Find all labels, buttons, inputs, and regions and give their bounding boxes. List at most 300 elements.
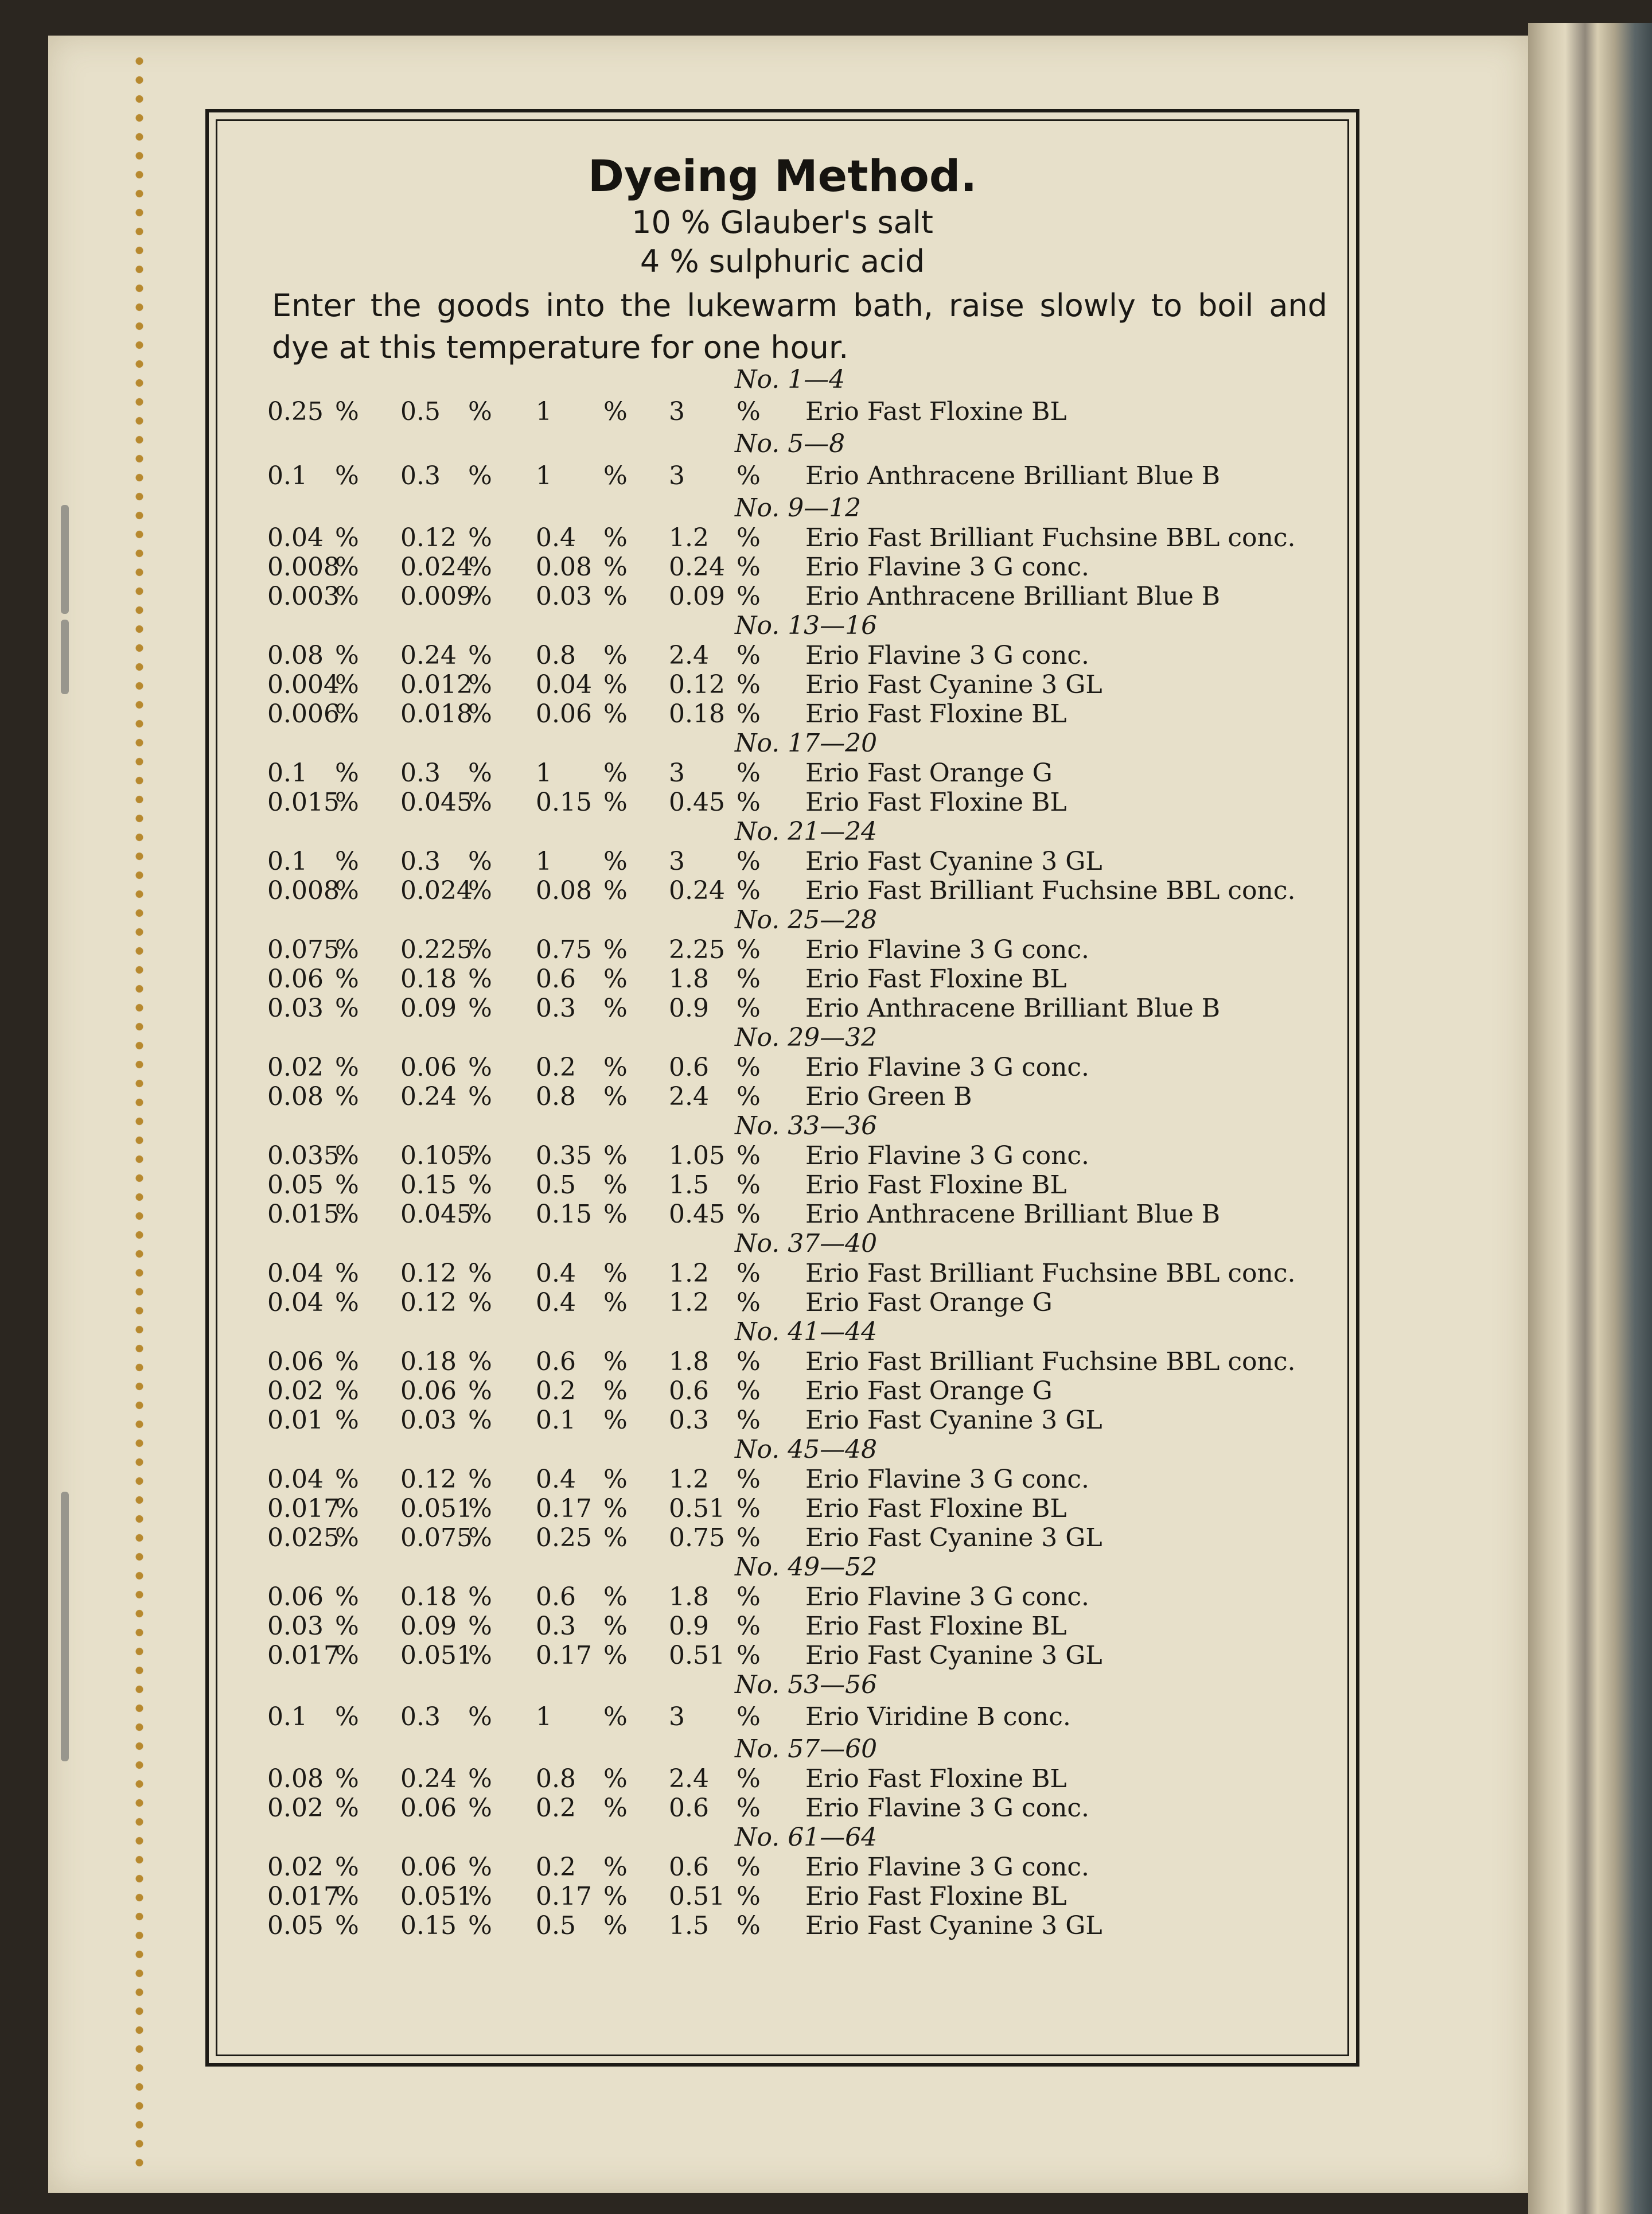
dye-name: Erio Anthracene Brilliant Blue B (805, 994, 1221, 1023)
percent-sign: % (603, 1582, 628, 1612)
recipe-row (267, 1200, 1346, 1229)
concentration-4: 0.6 (669, 1853, 709, 1882)
percent-sign: % (335, 1053, 359, 1082)
dye-name: Erio Anthracene Brilliant Blue B (805, 582, 1221, 611)
concentration-1: 0.02 (267, 1376, 324, 1406)
percent-sign: % (335, 641, 359, 670)
dye-name: Erio Fast Cyanine 3 GL (805, 1406, 1102, 1435)
recipe-row (267, 1853, 1346, 1882)
concentration-4: 0.24 (669, 876, 725, 905)
concentration-1: 0.03 (267, 1612, 324, 1641)
concentration-1: 0.04 (267, 523, 324, 552)
concentration-4: 0.75 (669, 1523, 725, 1552)
percent-sign: % (468, 699, 492, 729)
recipe-row (267, 459, 1346, 493)
recipe-group (267, 429, 1346, 493)
concentration-2: 0.3 (400, 847, 441, 876)
percent-sign: % (335, 461, 359, 491)
percent-sign: % (737, 1170, 761, 1200)
concentration-2: 0.06 (400, 1053, 457, 1082)
percent-sign: % (468, 1053, 492, 1082)
recipe-row (267, 994, 1346, 1023)
percent-sign: % (468, 876, 492, 905)
percent-sign: % (335, 964, 359, 994)
concentration-1: 0.04 (267, 1465, 324, 1494)
concentration-4: 0.3 (669, 1406, 709, 1435)
concentration-4: 0.45 (669, 788, 725, 817)
group-number-label: No. 33—36 (735, 1111, 878, 1141)
dye-name: Erio Flavine 3 G conc. (805, 1141, 1090, 1170)
concentration-2: 0.12 (400, 1465, 457, 1494)
percent-sign: % (468, 788, 492, 817)
concentration-4: 1.05 (669, 1141, 725, 1170)
concentration-3: 0.04 (536, 670, 592, 699)
concentration-2: 0.09 (400, 994, 457, 1023)
concentration-2: 0.18 (400, 1347, 457, 1376)
dye-name: Erio Anthracene Brilliant Blue B (805, 1200, 1221, 1229)
concentration-2: 0.24 (400, 1764, 457, 1793)
concentration-4: 0.6 (669, 1053, 709, 1082)
recipe-row (267, 1347, 1346, 1376)
recipe-group (267, 729, 1346, 817)
concentration-4: 1.2 (669, 523, 709, 552)
concentration-3: 0.2 (536, 1053, 576, 1082)
concentration-2: 0.03 (400, 1406, 457, 1435)
concentration-4: 0.6 (669, 1376, 709, 1406)
recipe-row (267, 1523, 1346, 1552)
percent-sign: % (603, 1702, 628, 1731)
percent-sign: % (737, 1582, 761, 1612)
dye-name: Erio Flavine 3 G conc. (805, 1793, 1090, 1823)
concentration-3: 0.35 (536, 1141, 592, 1170)
concentration-1: 0.25 (267, 397, 324, 426)
dye-name: Erio Fast Cyanine 3 GL (805, 847, 1102, 876)
percent-sign: % (603, 994, 628, 1023)
percent-sign: % (603, 1082, 628, 1111)
percent-sign: % (603, 1911, 628, 1940)
concentration-1: 0.025 (267, 1523, 340, 1552)
concentration-2: 0.06 (400, 1793, 457, 1823)
recipe-row (267, 876, 1346, 905)
percent-sign: % (468, 1882, 492, 1911)
percent-sign: % (603, 1764, 628, 1793)
recipe-row (267, 1406, 1346, 1435)
group-number-label: No. 61—64 (735, 1823, 878, 1852)
concentration-2: 0.009 (400, 582, 473, 611)
percent-sign: % (468, 1911, 492, 1940)
concentration-2: 0.06 (400, 1376, 457, 1406)
concentration-4: 3 (669, 1702, 685, 1731)
method-instructions: Enter the goods into the lukewarm bath, raise slowly to boil and dye at this temperature for one hour. (272, 287, 1327, 365)
percent-sign: % (335, 847, 359, 876)
percent-sign: % (335, 1641, 359, 1670)
percent-sign: % (603, 641, 628, 670)
percent-sign: % (335, 1882, 359, 1911)
dye-name: Erio Fast Orange G (805, 1376, 1053, 1406)
concentration-4: 1.5 (669, 1911, 709, 1940)
dye-name: Erio Flavine 3 G conc. (805, 1582, 1090, 1612)
concentration-4: 2.4 (669, 1082, 709, 1111)
concentration-2: 0.105 (400, 1141, 473, 1170)
percent-sign: % (468, 1612, 492, 1641)
dye-name: Erio Fast Brilliant Fuchsine BBL conc. (805, 876, 1296, 905)
concentration-4: 0.24 (669, 552, 725, 582)
concentration-1: 0.05 (267, 1911, 324, 1940)
staple (61, 1492, 69, 1761)
percent-sign: % (468, 847, 492, 876)
concentration-2: 0.12 (400, 523, 457, 552)
percent-sign: % (737, 847, 761, 876)
percent-sign: % (468, 461, 492, 491)
percent-sign: % (603, 1200, 628, 1229)
staple (61, 620, 69, 694)
percent-sign: % (737, 1465, 761, 1494)
concentration-4: 0.51 (669, 1882, 725, 1911)
percent-sign: % (603, 1853, 628, 1882)
concentration-1: 0.035 (267, 1141, 340, 1170)
concentration-4: 0.51 (669, 1494, 725, 1523)
percent-sign: % (737, 964, 761, 994)
percent-sign: % (737, 1641, 761, 1670)
dye-name: Erio Fast Floxine BL (805, 964, 1067, 994)
percent-sign: % (335, 1523, 359, 1552)
recipe-row (267, 1376, 1346, 1406)
percent-sign: % (468, 1347, 492, 1376)
percent-sign: % (335, 1288, 359, 1317)
dye-name: Erio Fast Cyanine 3 GL (805, 1911, 1102, 1940)
concentration-4: 3 (669, 397, 685, 426)
group-number-label: No. 9—12 (735, 493, 862, 523)
group-number-label: No. 13—16 (735, 611, 878, 640)
percent-sign: % (737, 670, 761, 699)
concentration-4: 0.51 (669, 1641, 725, 1670)
percent-sign: % (335, 1911, 359, 1940)
percent-sign: % (468, 1465, 492, 1494)
concentration-1: 0.075 (267, 935, 340, 964)
percent-sign: % (603, 1793, 628, 1823)
concentration-4: 1.5 (669, 1170, 709, 1200)
percent-sign: % (603, 1882, 628, 1911)
concentration-4: 0.9 (669, 1612, 709, 1641)
group-number-label: No. 5—8 (735, 429, 846, 458)
concentration-3: 1 (536, 1702, 552, 1731)
percent-sign: % (468, 641, 492, 670)
concentration-2: 0.051 (400, 1494, 473, 1523)
percent-sign: % (737, 523, 761, 552)
percent-sign: % (335, 1612, 359, 1641)
recipe-group (267, 1552, 1346, 1670)
concentration-2: 0.3 (400, 758, 441, 788)
concentration-1: 0.1 (267, 1702, 307, 1731)
recipe-row (267, 523, 1346, 552)
percent-sign: % (335, 758, 359, 788)
concentration-3: 0.8 (536, 641, 576, 670)
percent-sign: % (468, 1082, 492, 1111)
concentration-1: 0.02 (267, 1853, 324, 1882)
concentration-4: 1.8 (669, 964, 709, 994)
concentration-3: 0.6 (536, 1347, 576, 1376)
concentration-1: 0.008 (267, 552, 340, 582)
dye-name: Erio Flavine 3 G conc. (805, 935, 1090, 964)
percent-sign: % (603, 1376, 628, 1406)
percent-sign: % (603, 1494, 628, 1523)
page-title: Dyeing Method. (587, 150, 977, 201)
concentration-3: 0.5 (536, 1170, 576, 1200)
percent-sign: % (737, 994, 761, 1023)
concentration-2: 0.051 (400, 1641, 473, 1670)
percent-sign: % (603, 670, 628, 699)
concentration-2: 0.24 (400, 1082, 457, 1111)
concentration-3: 1 (536, 461, 552, 491)
concentration-1: 0.05 (267, 1170, 324, 1200)
percent-sign: % (737, 582, 761, 611)
percent-sign: % (603, 847, 628, 876)
concentration-1: 0.1 (267, 758, 307, 788)
concentration-2: 0.12 (400, 1259, 457, 1288)
percent-sign: % (737, 1702, 761, 1731)
concentration-2: 0.045 (400, 788, 473, 817)
dye-name: Erio Fast Floxine BL (805, 1882, 1067, 1911)
concentration-1: 0.04 (267, 1259, 324, 1288)
percent-sign: % (603, 1406, 628, 1435)
concentration-4: 2.25 (669, 935, 725, 964)
percent-sign: % (603, 1288, 628, 1317)
content-frame (205, 109, 1359, 2067)
percent-sign: % (335, 397, 359, 426)
dye-name: Erio Fast Floxine BL (805, 1612, 1067, 1641)
recipe-row (267, 1259, 1346, 1288)
concentration-2: 0.09 (400, 1612, 457, 1641)
concentration-2: 0.225 (400, 935, 473, 964)
concentration-3: 0.25 (536, 1523, 592, 1552)
percent-sign: % (468, 1406, 492, 1435)
concentration-1: 0.08 (267, 1082, 324, 1111)
concentration-1: 0.03 (267, 994, 324, 1023)
concentration-4: 2.4 (669, 1764, 709, 1793)
dye-name: Erio Fast Floxine BL (805, 1764, 1067, 1793)
percent-sign: % (335, 1853, 359, 1882)
dye-name: Erio Fast Cyanine 3 GL (805, 1641, 1102, 1670)
recipe-row (267, 1582, 1346, 1612)
concentration-4: 0.6 (669, 1793, 709, 1823)
concentration-2: 0.18 (400, 964, 457, 994)
percent-sign: % (468, 1582, 492, 1612)
recipe-row (267, 1764, 1346, 1793)
recipe-row (267, 1170, 1346, 1200)
percent-sign: % (468, 964, 492, 994)
dye-name: Erio Flavine 3 G conc. (805, 1053, 1090, 1082)
concentration-1: 0.02 (267, 1053, 324, 1082)
percent-sign: % (468, 1200, 492, 1229)
concentration-3: 0.17 (536, 1494, 592, 1523)
concentration-3: 0.8 (536, 1764, 576, 1793)
percent-sign: % (468, 1853, 492, 1882)
percent-sign: % (737, 1288, 761, 1317)
group-number-label: No. 1—4 (735, 365, 846, 394)
percent-sign: % (737, 1882, 761, 1911)
concentration-4: 3 (669, 758, 685, 788)
concentration-4: 3 (669, 847, 685, 876)
recipe-row (267, 1911, 1346, 1940)
percent-sign: % (468, 994, 492, 1023)
percent-sign: % (737, 1347, 761, 1376)
percent-sign: % (737, 1200, 761, 1229)
percent-sign: % (737, 1911, 761, 1940)
percent-sign: % (468, 1702, 492, 1731)
percent-sign: % (737, 935, 761, 964)
staple (61, 505, 69, 614)
recipe-row (267, 395, 1346, 429)
percent-sign: % (468, 523, 492, 552)
percent-sign: % (737, 1259, 761, 1288)
dye-name: Erio Fast Brilliant Fuchsine BBL conc. (805, 523, 1296, 552)
percent-sign: % (468, 758, 492, 788)
concentration-4: 2.4 (669, 641, 709, 670)
percent-sign: % (737, 1494, 761, 1523)
concentration-4: 1.2 (669, 1465, 709, 1494)
recipe-row (267, 1053, 1346, 1082)
percent-sign: % (335, 1702, 359, 1731)
percent-sign: % (335, 552, 359, 582)
percent-sign: % (603, 788, 628, 817)
percent-sign: % (468, 1764, 492, 1793)
percent-sign: % (468, 1494, 492, 1523)
percent-sign: % (603, 935, 628, 964)
concentration-3: 0.4 (536, 1288, 576, 1317)
percent-sign: % (335, 582, 359, 611)
recipe-row (267, 552, 1346, 582)
recipe-row (267, 1494, 1346, 1523)
concentration-3: 0.15 (536, 788, 592, 817)
percent-sign: % (335, 1465, 359, 1494)
percent-sign: % (468, 1793, 492, 1823)
concentration-2: 0.18 (400, 1582, 457, 1612)
concentration-3: 0.17 (536, 1882, 592, 1911)
group-number-label: No. 41—44 (735, 1317, 878, 1347)
percent-sign: % (468, 670, 492, 699)
percent-sign: % (737, 758, 761, 788)
concentration-1: 0.08 (267, 641, 324, 670)
percent-sign: % (468, 1141, 492, 1170)
percent-sign: % (737, 1793, 761, 1823)
percent-sign: % (603, 461, 628, 491)
concentration-1: 0.003 (267, 582, 340, 611)
recipe-row (267, 1141, 1346, 1170)
percent-sign: % (737, 1376, 761, 1406)
group-number-label: No. 29—32 (735, 1023, 878, 1052)
concentration-3: 0.15 (536, 1200, 592, 1229)
percent-sign: % (603, 1053, 628, 1082)
recipe-group (267, 1435, 1346, 1552)
recipe-row (267, 1793, 1346, 1823)
concentration-4: 0.09 (669, 582, 725, 611)
concentration-2: 0.024 (400, 552, 473, 582)
concentration-3: 0.17 (536, 1641, 592, 1670)
dye-name: Erio Green B (805, 1082, 972, 1111)
concentration-2: 0.3 (400, 461, 441, 491)
concentration-3: 0.3 (536, 1612, 576, 1641)
concentration-4: 1.8 (669, 1347, 709, 1376)
group-number-label: No. 37—40 (735, 1229, 878, 1258)
percent-sign: % (603, 758, 628, 788)
percent-sign: % (603, 964, 628, 994)
concentration-3: 0.2 (536, 1853, 576, 1882)
concentration-3: 0.08 (536, 552, 592, 582)
percent-sign: % (468, 1523, 492, 1552)
percent-sign: % (737, 1082, 761, 1111)
concentration-1: 0.017 (267, 1494, 340, 1523)
concentration-1: 0.017 (267, 1882, 340, 1911)
dye-name: Erio Fast Orange G (805, 758, 1053, 788)
recipe-row (267, 1641, 1346, 1670)
percent-sign: % (335, 670, 359, 699)
concentration-1: 0.1 (267, 847, 307, 876)
concentration-2: 0.045 (400, 1200, 473, 1229)
dye-name: Erio Viridine B conc. (805, 1702, 1071, 1731)
group-number-label: No. 17—20 (735, 729, 878, 758)
concentration-1: 0.02 (267, 1793, 324, 1823)
percent-sign: % (603, 699, 628, 729)
dye-recipe-table (267, 365, 1346, 1940)
dye-name: Erio Fast Floxine BL (805, 788, 1067, 817)
percent-sign: % (468, 1170, 492, 1200)
concentration-2: 0.15 (400, 1911, 457, 1940)
concentration-1: 0.04 (267, 1288, 324, 1317)
concentration-3: 0.75 (536, 935, 592, 964)
percent-sign: % (737, 699, 761, 729)
concentration-3: 0.8 (536, 1082, 576, 1111)
concentration-1: 0.015 (267, 1200, 340, 1229)
recipe-row (267, 847, 1346, 876)
percent-sign: % (335, 1259, 359, 1288)
concentration-1: 0.06 (267, 964, 324, 994)
concentration-2: 0.24 (400, 641, 457, 670)
percent-sign: % (603, 1347, 628, 1376)
percent-sign: % (603, 1465, 628, 1494)
dye-name: Erio Fast Brilliant Fuchsine BBL conc. (805, 1347, 1296, 1376)
percent-sign: % (603, 1170, 628, 1200)
percent-sign: % (335, 1082, 359, 1111)
concentration-1: 0.06 (267, 1347, 324, 1376)
percent-sign: % (603, 523, 628, 552)
recipe-group (267, 1317, 1346, 1435)
recipe-group (267, 1111, 1346, 1229)
concentration-3: 0.03 (536, 582, 592, 611)
percent-sign: % (737, 1853, 761, 1882)
recipe-row (267, 1465, 1346, 1494)
percent-sign: % (737, 876, 761, 905)
concentration-3: 0.4 (536, 1259, 576, 1288)
percent-sign: % (737, 1523, 761, 1552)
concentration-2: 0.012 (400, 670, 473, 699)
group-number-label: No. 53—56 (735, 1670, 878, 1699)
recipe-group (267, 1823, 1346, 1940)
dye-name: Erio Fast Brilliant Fuchsine BBL conc. (805, 1259, 1296, 1288)
percent-sign: % (468, 1259, 492, 1288)
dye-name: Erio Anthracene Brilliant Blue B (805, 461, 1221, 491)
concentration-3: 0.2 (536, 1793, 576, 1823)
concentration-1: 0.01 (267, 1406, 324, 1435)
percent-sign: % (737, 1406, 761, 1435)
percent-sign: % (335, 523, 359, 552)
percent-sign: % (468, 1288, 492, 1317)
percent-sign: % (335, 1141, 359, 1170)
concentration-4: 3 (669, 461, 685, 491)
percent-sign: % (335, 1764, 359, 1793)
recipe-group (267, 365, 1346, 429)
dye-name: Erio Fast Floxine BL (805, 1170, 1067, 1200)
concentration-1: 0.017 (267, 1641, 340, 1670)
